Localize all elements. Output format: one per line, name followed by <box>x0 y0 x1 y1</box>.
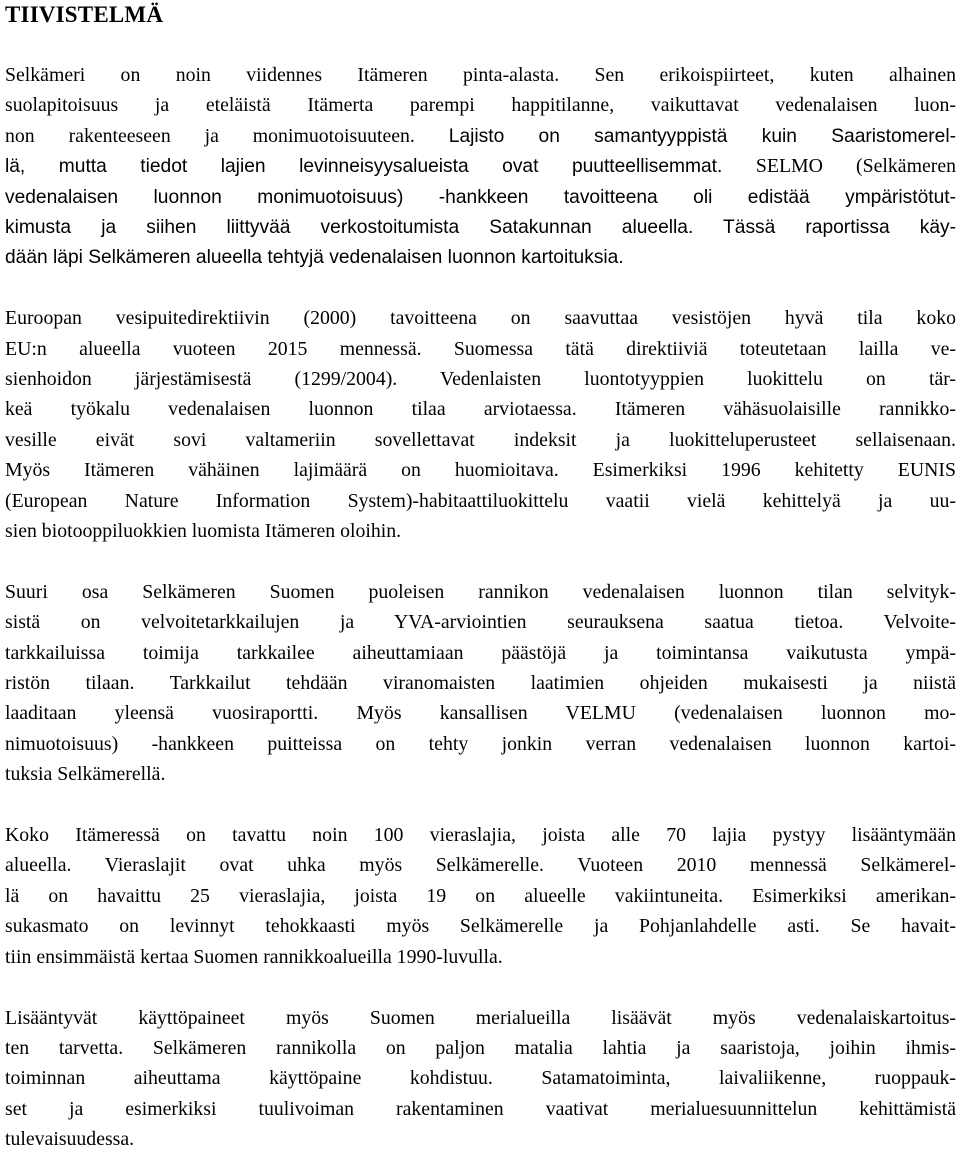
text-segment: Vedenlaisten luontotyyppien luokittelu on tär- <box>440 368 956 391</box>
text-segment: set ja esimerkiksi tuulivoiman rakentaminen vaativat merialuesuunnittelun kehittämistä <box>5 1097 956 1120</box>
text-line <box>5 334 956 364</box>
text-segment: SELMO (Selkämeren <box>755 155 956 178</box>
text-segment: toiminnan aiheuttama käyttöpaine kohdistuu. <box>5 1067 542 1090</box>
paragraph-spacer <box>5 546 956 577</box>
text-segment: Myös kansallisen VELMU (vedenalaisen luonnon mo- <box>356 702 956 725</box>
text-segment: kimusta ja siihen liittyvää verkostoitumista Satakunnan alueella. <box>5 216 724 238</box>
text-line <box>5 151 956 181</box>
text-line <box>5 90 956 120</box>
text-segment: dään läpi Selkämeren alueella tehtyjä vedenalaisen luonnon kartoituksia. <box>5 247 624 269</box>
paragraph-spacer <box>5 273 956 304</box>
text-line <box>5 182 956 212</box>
text-segment: Suomessa tätä direktiiviä toteutetaan lailla ve- <box>453 337 957 360</box>
text-line <box>5 1033 956 1063</box>
text-line <box>5 60 956 90</box>
text-line <box>5 729 956 759</box>
text-segment: Lisääntyvät käyttöpaineet myös Suomen merialueilla lisäävät myös vedenalaiskartoitus- <box>5 1006 956 1029</box>
text-segment: sienhoidon järjestämisestä (1299/2004). <box>5 368 441 391</box>
text-line <box>5 425 956 455</box>
text-segment: EU:n alueella vuoteen 2015 mennessä. <box>5 337 454 360</box>
text-line <box>5 1003 956 1033</box>
text-segment: Tässä raportissa käy- <box>723 216 956 238</box>
text-segment: sukasmato on levinnyt tehokkaasti myös Selkämerelle ja Pohjanlahdelle asti. <box>5 915 851 938</box>
text-segment: Se havait- <box>850 915 956 938</box>
text-line <box>5 820 956 850</box>
text-segment: laaditaan yleensä vuosiraportti. <box>5 702 357 725</box>
text-segment: sien biotooppiluokkien luomista Itämeren oloihin. <box>5 519 402 542</box>
text-segment: sistä on velvoitetarkkailujen ja YVA-arviointien seurauksena saatua tietoa. <box>5 611 884 634</box>
text-segment: tuksia Selkämerellä. <box>5 763 166 786</box>
text-segment: tulevaisuudessa. <box>5 1128 135 1151</box>
text-segment: Itämeren vähäsuolaisille rannikko- <box>614 398 956 421</box>
body-paragraph <box>5 303 956 546</box>
text-line <box>5 303 956 333</box>
text-segment: alueella. <box>5 854 105 877</box>
text-line <box>5 394 956 424</box>
text-segment: vedenalaisen luonnon monimuotoisuus) -hankkeen tavoitteena oli edistää ympäristötut- <box>5 186 956 208</box>
text-segment: (European Nature Information System)-habitaattiluokittelu vaatii vielä kehittelyä ja uu- <box>5 489 956 512</box>
text-line <box>5 1094 956 1124</box>
text-segment: suolapitoisuus ja eteläistä Itämerta parempi happitilanne, vaikuttavat vedenalaisen luon- <box>5 94 956 117</box>
text-segment: Selkämeri on noin viidennes Itämeren pinta-alasta. Sen erikoispiirteet, kuten alhainen <box>5 64 956 86</box>
text-line <box>5 486 956 516</box>
text-segment: tarkkailuissa toimija tarkkailee aiheuttamiaan päästöjä ja toimintansa vaikutusta ympä- <box>5 641 956 664</box>
text-line <box>5 668 956 698</box>
paragraph-spacer <box>5 790 956 821</box>
text-segment: ristön tilaan. <box>5 672 170 695</box>
text-segment: keä työkalu vedenalaisen luonnon tilaa arviotaessa. <box>5 398 615 421</box>
text-segment: Satamatoiminta, laivaliikenne, ruoppauk- <box>541 1067 956 1090</box>
document-title: TIIVISTELMÄ <box>5 2 164 27</box>
text-segment: Esimerkiksi 1996 kehitetty EUNIS <box>592 459 957 482</box>
text-segment: Euroopan vesipuitedirektiivin (2000) tavoitteena on saavuttaa vesistöjen hyvä tila koko <box>5 307 956 330</box>
body-paragraph <box>5 1003 956 1155</box>
text-segment: Myös Itämeren vähäinen lajimäärä on huomioitava. <box>5 459 593 482</box>
text-segment: lä, mutta tiedot lajien levinneisyysalueista ovat puutteellisemmat. <box>5 156 756 178</box>
text-segment: tiin ensimmäistä kertaa Suomen rannikkoalueilla 1990-luvulla. <box>5 945 503 968</box>
text-segment: ten tarvetta. <box>5 1036 153 1059</box>
body-paragraph <box>5 820 956 972</box>
text-segment: Lajisto on samantyyppistä kuin Saaristomerel- <box>448 125 956 147</box>
text-line <box>5 638 956 668</box>
text-line <box>5 121 956 151</box>
body-paragraph <box>5 60 956 273</box>
paragraph-container <box>5 60 956 1155</box>
text-line <box>5 850 956 880</box>
text-line <box>5 911 956 941</box>
text-segment: Suuri osa Selkämeren Suomen puoleisen rannikon vedenalaisen luonnon tilan selvityk- <box>5 580 956 603</box>
text-line <box>5 881 956 911</box>
text-line <box>5 364 956 394</box>
text-line <box>5 698 956 728</box>
text-line <box>5 212 956 242</box>
text-segment: Vuoteen 2010 mennessä Selkämerel- <box>577 854 956 877</box>
text-line <box>5 607 956 637</box>
text-segment: Koko Itämeressä on tavattu noin 100 vieraslajia, joista alle 70 lajia pystyy lisääntymään <box>5 824 956 847</box>
text-line <box>5 242 956 272</box>
text-line <box>5 455 956 485</box>
text-segment: lä on havaittu 25 vieraslajia, joista 19 on alueelle vakiintuneita. <box>5 884 753 907</box>
text-segment: Velvoite- <box>883 611 956 634</box>
text-line <box>5 942 956 972</box>
text-line <box>5 1124 956 1154</box>
text-segment: nimuotoisuus) -hankkeen puitteissa on tehty jonkin verran vedenalaisen luonnon kartoi- <box>5 732 956 755</box>
text-line <box>5 516 956 546</box>
text-line <box>5 759 956 789</box>
paragraph-spacer <box>5 972 956 1003</box>
text-segment: Esimerkiksi amerikan- <box>752 884 956 907</box>
text-segment: Vieraslajit ovat uhka myös Selkämerelle. <box>104 854 578 877</box>
body-paragraph <box>5 577 956 790</box>
text-segment: Tarkkailut tehdään viranomaisten laatimien ohjeiden mukaisesti ja niistä <box>169 672 956 695</box>
text-segment: Selkämeren rannikolla on paljon matalia lahtia ja saaristoja, joihin ihmis- <box>152 1036 956 1059</box>
text-line <box>5 577 956 607</box>
text-segment: vesille eivät sovi valtameriin sovellettavat indeksit ja luokitteluperusteet sellaisenaan. <box>5 428 956 451</box>
text-segment: non rakenteeseen ja monimuotoisuuteen. <box>5 124 449 147</box>
title-spacer <box>5 29 956 60</box>
text-line <box>5 1063 956 1093</box>
